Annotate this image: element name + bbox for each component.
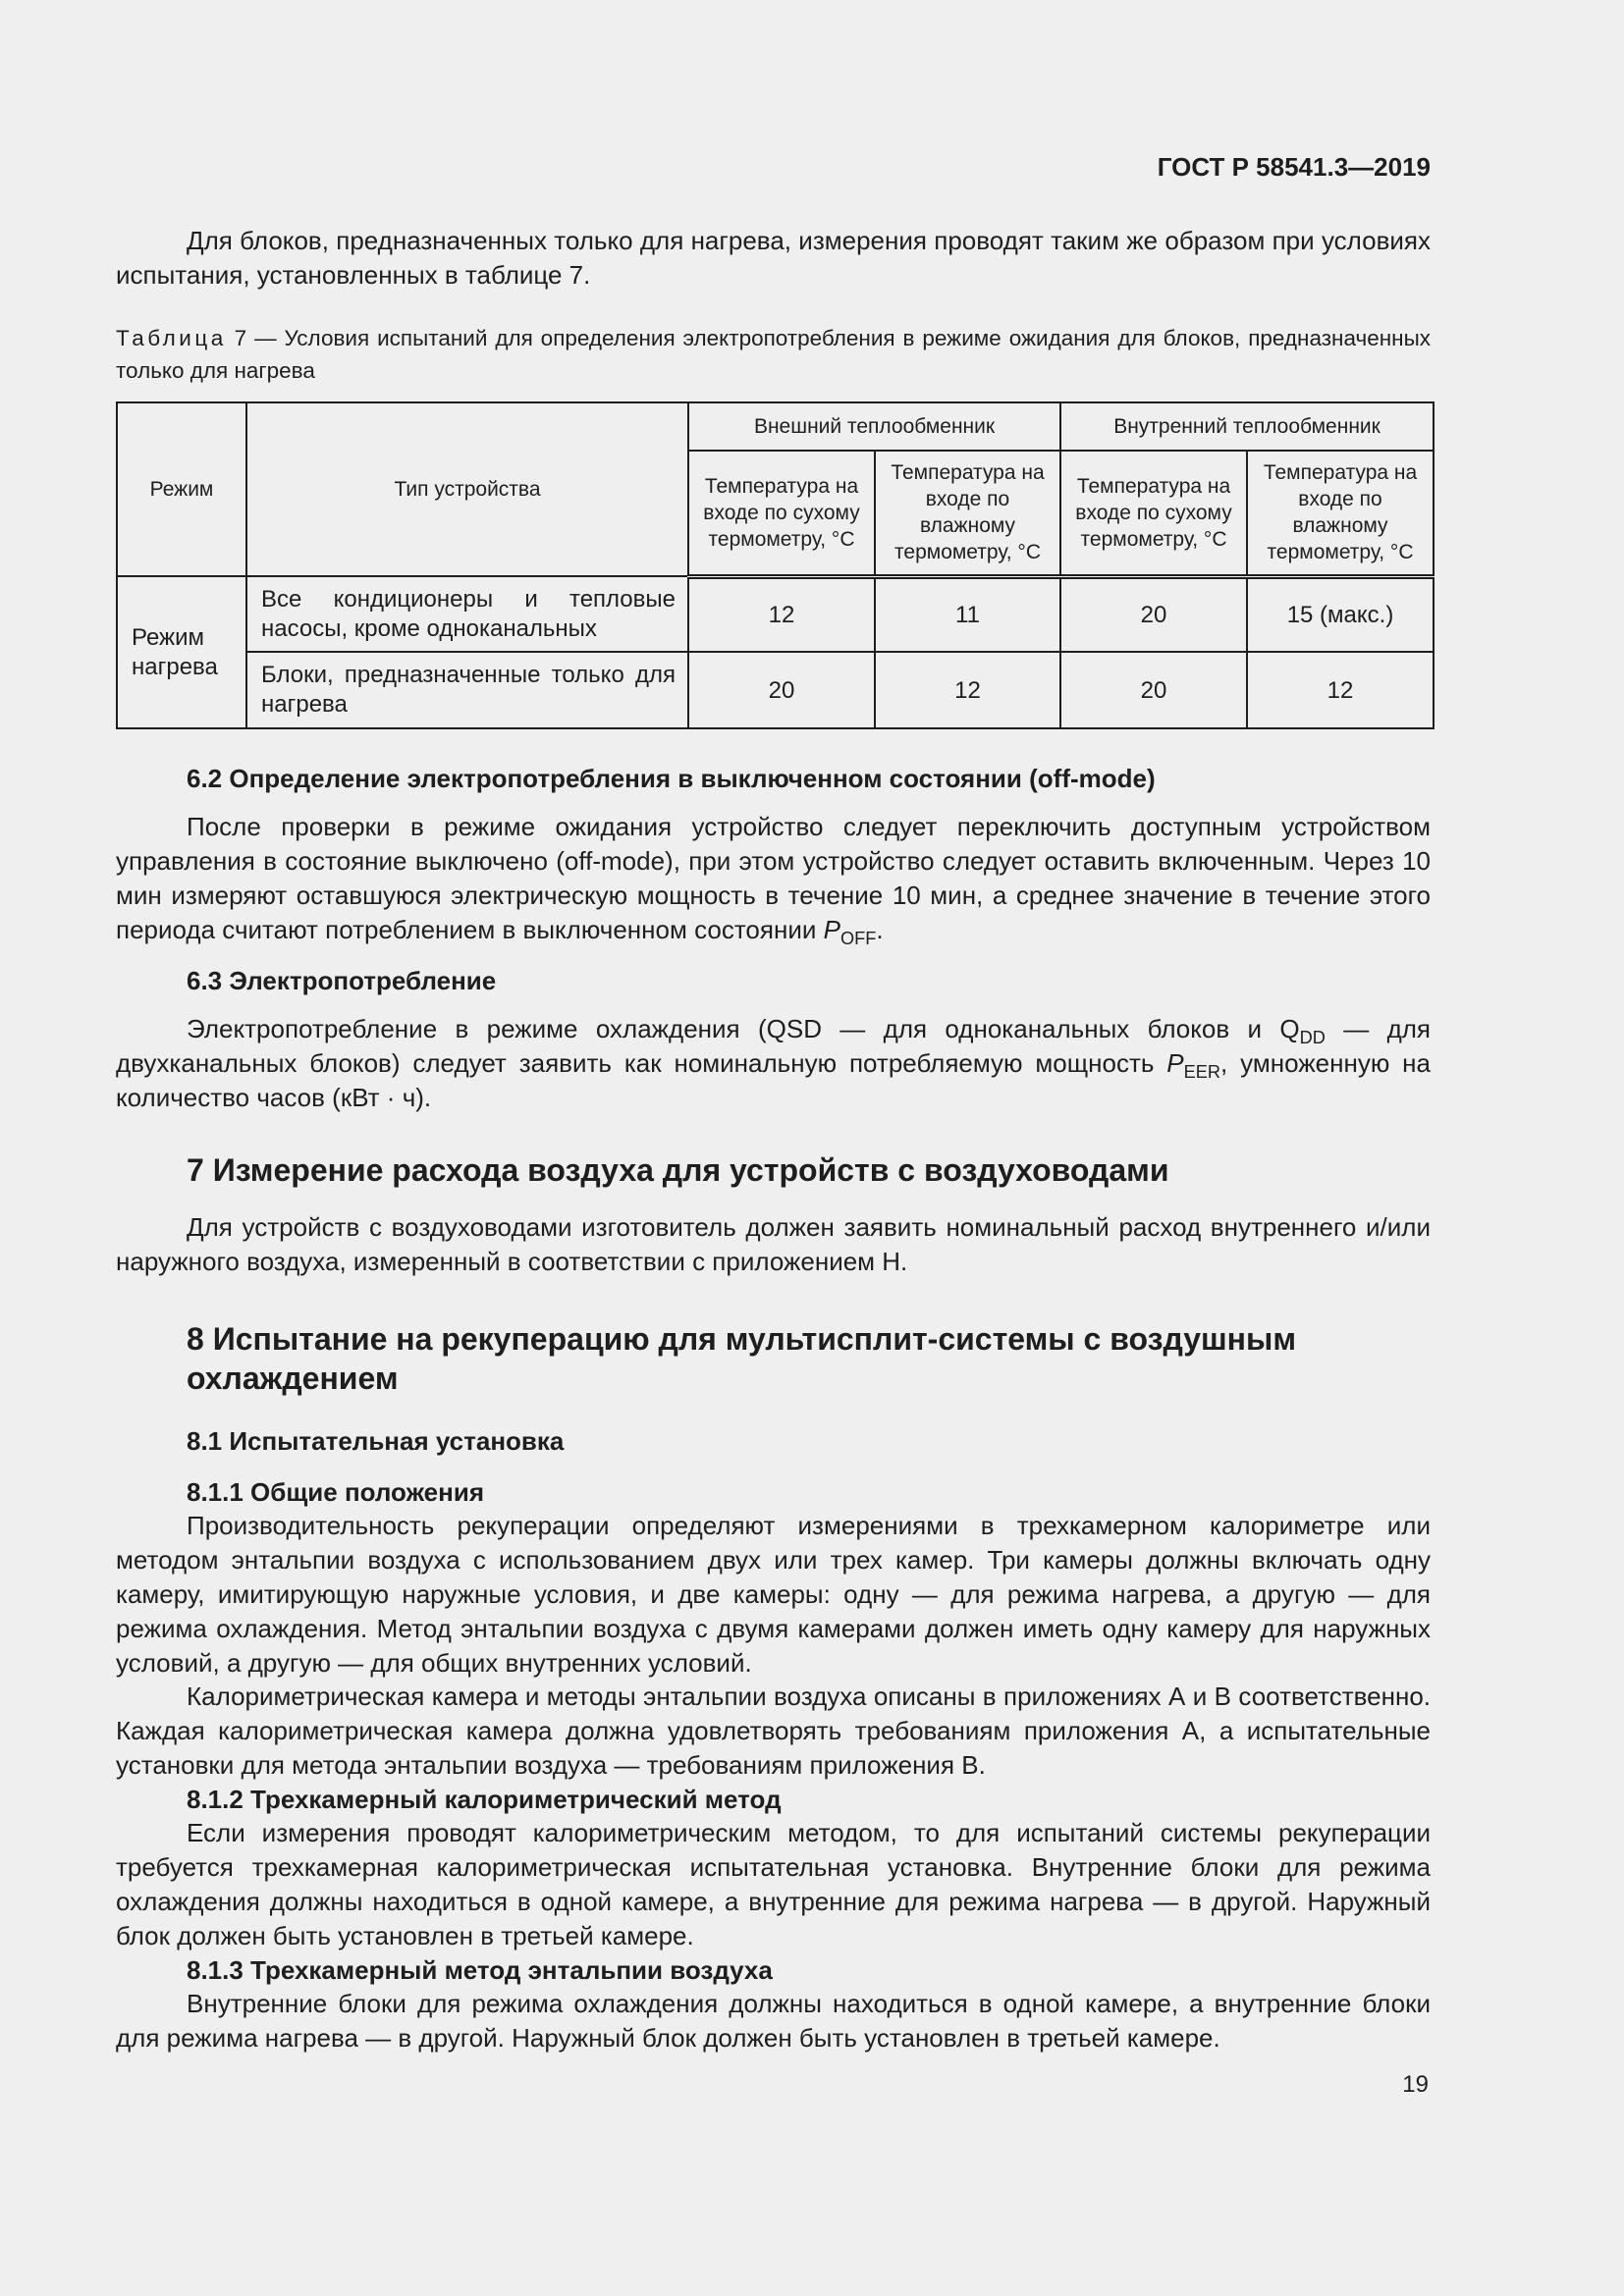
table-row bbox=[117, 576, 1434, 652]
section-6-3-text-c: , умноженную на количество часов (кВт · ч). bbox=[116, 1048, 1432, 1112]
cell-outdoor-wet: 12 bbox=[875, 652, 1060, 728]
cell-indoor-wet: 12 bbox=[1247, 652, 1434, 728]
symbol-p-off-subscript: OFF bbox=[839, 929, 877, 948]
group-header-indoor: Внутренний теплообменник bbox=[1060, 402, 1434, 451]
cell-outdoor-dry: 20 bbox=[688, 652, 875, 728]
section-6-2-end: . bbox=[876, 915, 884, 944]
section-6-3-text-a: Электропотребление в режиме охлаждения (QSD — для одноканальных блоков и Q bbox=[187, 1014, 1300, 1043]
section-6-2-heading: 6.2 Определение электропотребления в выключенном состоянии (off-mode) bbox=[187, 764, 1156, 793]
section-7-heading: 7 Измерение расхода воздуха для устройств с воздуховодами bbox=[187, 1152, 1169, 1188]
table-caption-text: 7 — Условия испытаний для определения электропотребления в режиме ожидания для блоков, предназначенных только для нагрева bbox=[116, 326, 1431, 383]
cell-device-type: Блоки, предназначенные только для нагрева bbox=[246, 652, 688, 728]
col-header-outdoor-wet: Температура на входе по влажному термометру, °С bbox=[875, 451, 1060, 576]
table-caption bbox=[116, 322, 1431, 387]
conditions-table bbox=[116, 401, 1435, 729]
symbol-p-off: P bbox=[823, 915, 840, 944]
table-header-row-1 bbox=[117, 402, 1434, 451]
cell-indoor-dry: 20 bbox=[1060, 576, 1247, 652]
page-number: 19 bbox=[1402, 2071, 1429, 2098]
cell-indoor-dry: 20 bbox=[1060, 652, 1247, 728]
col-header-mode: Режим bbox=[117, 402, 246, 576]
section-6-3-text-b: — для двухканальных блоков) следует заявить как номинальную потребляемую мощность bbox=[116, 1014, 1432, 1078]
section-6-3-paragraph bbox=[116, 1012, 1431, 1115]
section-8-1-1-paragraph-1: Производительность рекуперации определяют измерениями в трехкамерном калориметре или методом энтальпии воздуха с использованием двух или трех камер. Три камеры должны включать одну камеру, имитирующую наружные условия, и две камеры: одну — для режима нагрева, а другую — для режима охлаждения. Метод энтальпии воздуха с двумя камерами должен иметь одну камеру для наружных условий, а другую — для общих внутренних условий. bbox=[116, 1511, 1431, 1678]
section-8-1-3-paragraph: Внутренние блоки для режима охлаждения должны находиться в одной камере, а внутренние блоки для режима нагрева — в другой. Наружный блок должен быть установлен в третьей камере. bbox=[116, 1989, 1431, 2053]
table-caption-label: Таблица bbox=[116, 326, 227, 350]
section-8-heading: 8 Испытание на рекуперацию для мультисплит-системы с воздушным охлаждением bbox=[187, 1321, 1296, 1396]
section-6-2-paragraph bbox=[116, 810, 1431, 947]
section-6-2-text: После проверки в режиме ожидания устройство следует переключить доступным устройством управления в состояние выключено (off-mode), при этом устройство следует оставить включенным. Через 10 мин измеряют оставшуюся электрическую мощность в течение 10 мин, а среднее значение в течение этого периода считают потреблением в выключенном состоянии bbox=[116, 812, 1431, 944]
section-8-1-1-heading: 8.1.1 Общие положения bbox=[187, 1477, 484, 1507]
section-8-1-2-heading: 8.1.2 Трехкамерный калориметрический метод bbox=[187, 1785, 782, 1814]
table-row bbox=[117, 652, 1434, 728]
section-6-3-heading: 6.3 Электропотребление bbox=[187, 966, 497, 995]
col-header-indoor-wet: Температура на входе по влажному термометру, °С bbox=[1247, 451, 1434, 576]
symbol-q-dd-subscript: DD bbox=[1299, 1028, 1326, 1047]
section-8-1-heading: 8.1 Испытательная установка bbox=[187, 1426, 565, 1456]
group-header-outdoor: Внешний теплообменник bbox=[688, 402, 1060, 451]
symbol-p-eer: P bbox=[1166, 1048, 1184, 1078]
col-header-type: Тип устройства bbox=[246, 402, 688, 576]
document-code: ГОСТ Р 58541.3—2019 bbox=[1157, 152, 1431, 182]
section-8-1-3-heading: 8.1.3 Трехкамерный метод энтальпии воздуха bbox=[187, 1955, 773, 1985]
cell-outdoor-wet: 11 bbox=[875, 576, 1060, 652]
section-8-1-2-paragraph: Если измерения проводят калориметрическим методом, то для испытаний системы рекуперации требуется трехкамерная калориметрическая испытательная установка. Внутренние блоки для режима охлаждения должны находиться в одной камере, а внутренние для режима нагрева — в другой. Наружный блок должен быть установлен в третьей камере. bbox=[116, 1818, 1431, 1950]
col-header-outdoor-dry: Температура на входе по сухому термометру, °С bbox=[688, 451, 875, 576]
intro-paragraph: Для блоков, предназначенных только для нагрева, измерения проводят таким же образом при условиях испытания, установленных в таблице 7. bbox=[116, 226, 1431, 290]
symbol-p-eer-subscript: EER bbox=[1183, 1062, 1221, 1082]
section-8-1-1-paragraph-2: Калориметрическая камера и методы энтальпии воздуха описаны в приложениях А и В соответственно. Каждая калориметрическая камера должна удовлетворять требованиям приложения А, а испытательные установки для метода энтальпии воздуха — требованиям приложения В. bbox=[116, 1682, 1431, 1780]
cell-indoor-wet: 15 (макс.) bbox=[1247, 576, 1434, 652]
section-7-paragraph: Для устройств с воздуховодами изготовитель должен заявить номинальный расход внутреннего и/или наружного воздуха, измеренный в соответствии с приложением Н. bbox=[116, 1212, 1431, 1276]
cell-mode: Режим нагрева bbox=[117, 576, 246, 728]
cell-outdoor-dry: 12 bbox=[688, 576, 875, 652]
col-header-indoor-dry: Температура на входе по сухому термометру, °С bbox=[1060, 451, 1247, 576]
cell-device-type: Все кондиционеры и тепловые насосы, кроме одноканальных bbox=[246, 576, 688, 652]
